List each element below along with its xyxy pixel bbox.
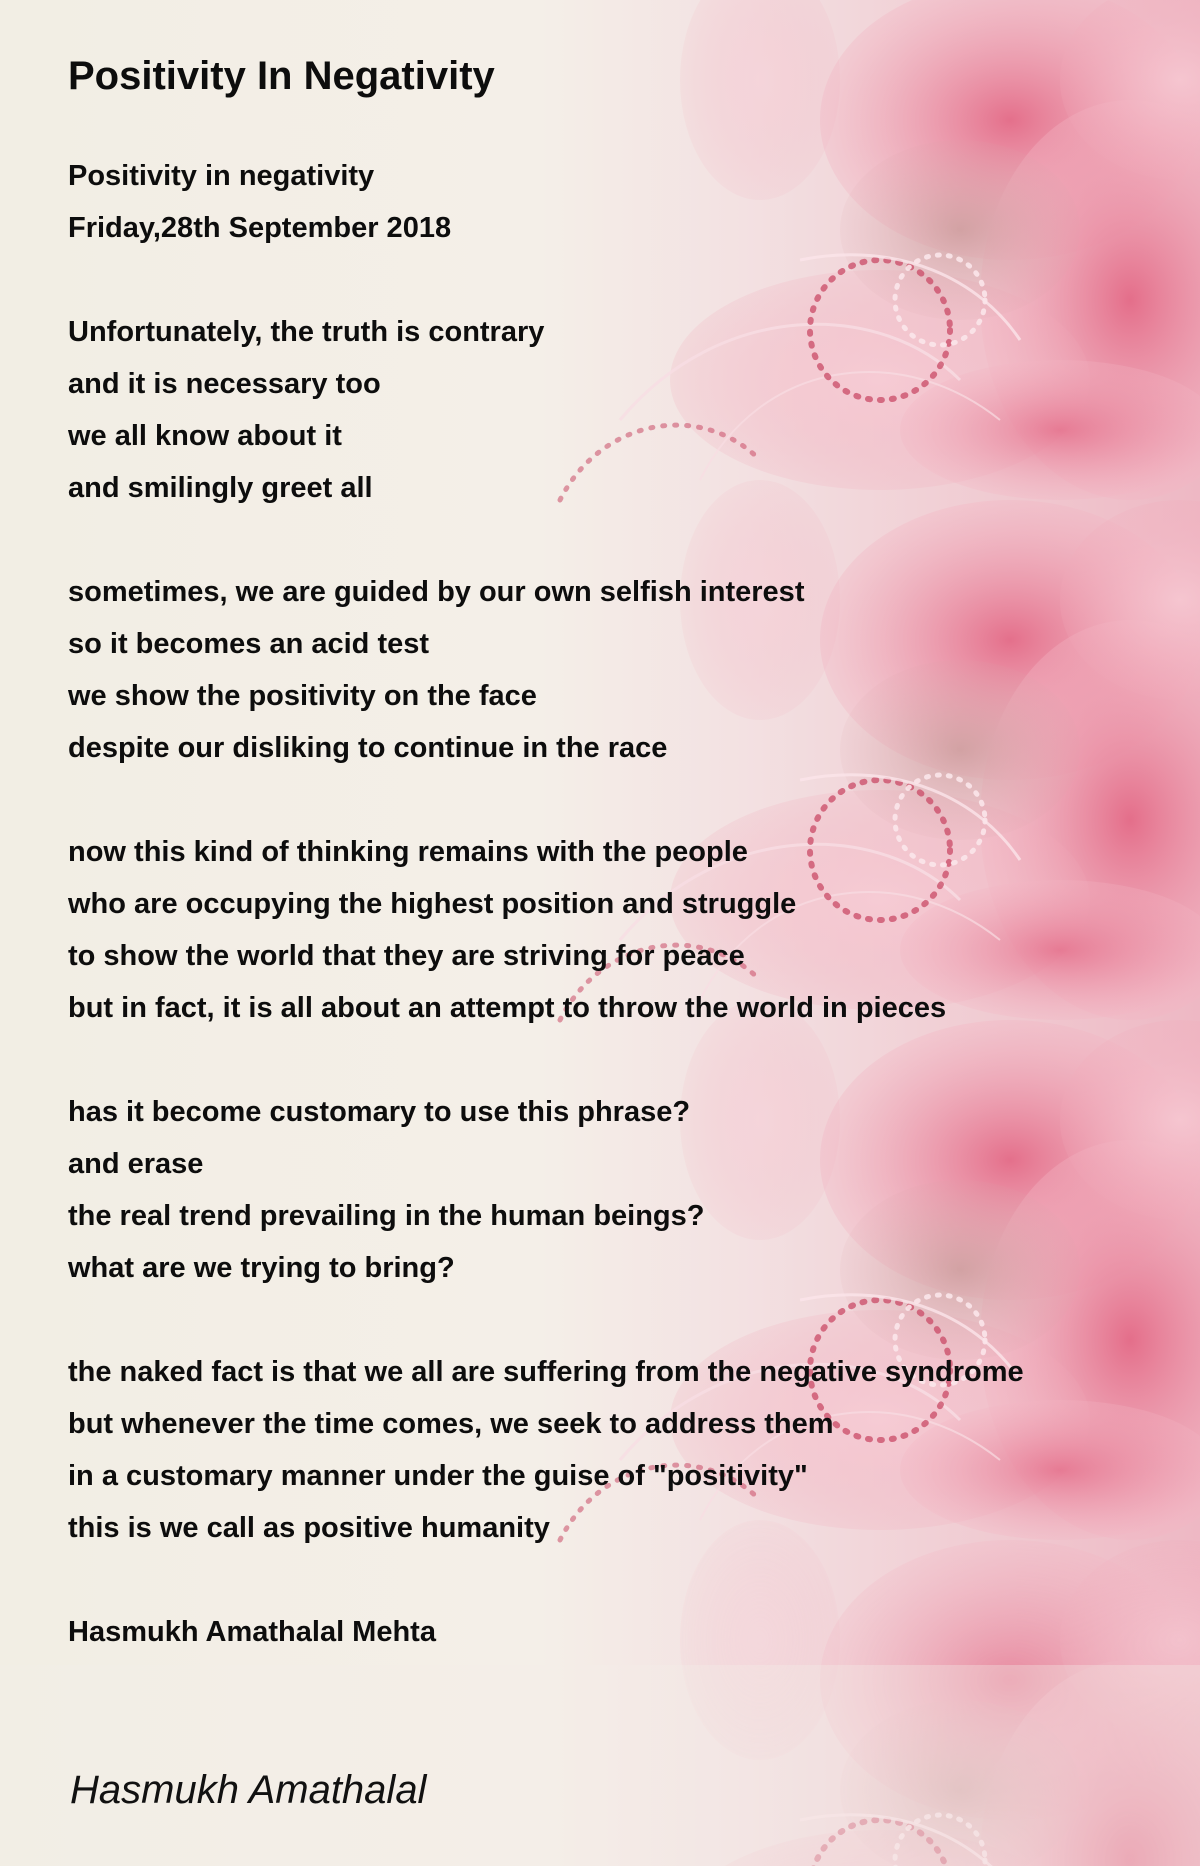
stanza-break	[68, 254, 1024, 306]
poem-line: the real trend prevailing in the human beings?	[68, 1200, 705, 1232]
poem-line: what are we trying to bring?	[68, 1252, 455, 1284]
poem-line: in a customary manner under the guise of "positivity"	[68, 1460, 808, 1492]
poet-signature: Hasmukh Amathalal	[70, 1768, 427, 1812]
poem-line: sometimes, we are guided by our own selfish interest	[68, 576, 805, 608]
stanza-break	[68, 1034, 1024, 1086]
poem-title: Positivity In Negativity	[68, 54, 495, 98]
poem-line: we all know about it	[68, 420, 342, 452]
poem-line: the naked fact is that we all are suffering from the negative syndrome	[68, 1356, 1024, 1388]
poem-line: but whenever the time comes, we seek to address them	[68, 1408, 834, 1440]
poem-line: and smilingly greet all	[68, 472, 373, 504]
poem-line: and it is necessary too	[68, 368, 381, 400]
poem-line: but in fact, it is all about an attempt to throw the world in pieces	[68, 992, 947, 1024]
poem-body	[68, 150, 1024, 1658]
poem-line: Friday,28th September 2018	[68, 212, 452, 244]
poem-line: Unfortunately, the truth is contrary	[68, 316, 545, 348]
stanza-break	[68, 1554, 1024, 1606]
poem-line: to show the world that they are striving for peace	[68, 940, 745, 972]
poem-line: so it becomes an acid test	[68, 628, 430, 660]
poem-line: Positivity in negativity	[68, 160, 375, 192]
poem-line: has it become customary to use this phrase?	[68, 1096, 691, 1128]
stanza-break	[68, 1294, 1024, 1346]
poem-line: this is we call as positive humanity	[68, 1512, 550, 1544]
poem-line: now this kind of thinking remains with the people	[68, 836, 748, 868]
poem-line: despite our disliking to continue in the race	[68, 732, 668, 764]
poem-line: we show the positivity on the face	[68, 680, 537, 712]
poem-line: who are occupying the highest position and struggle	[68, 888, 797, 920]
stanza-break	[68, 514, 1024, 566]
poem-line: and erase	[68, 1148, 204, 1180]
poem-author-line: Hasmukh Amathalal Mehta	[68, 1616, 436, 1648]
stanza-break	[68, 774, 1024, 826]
